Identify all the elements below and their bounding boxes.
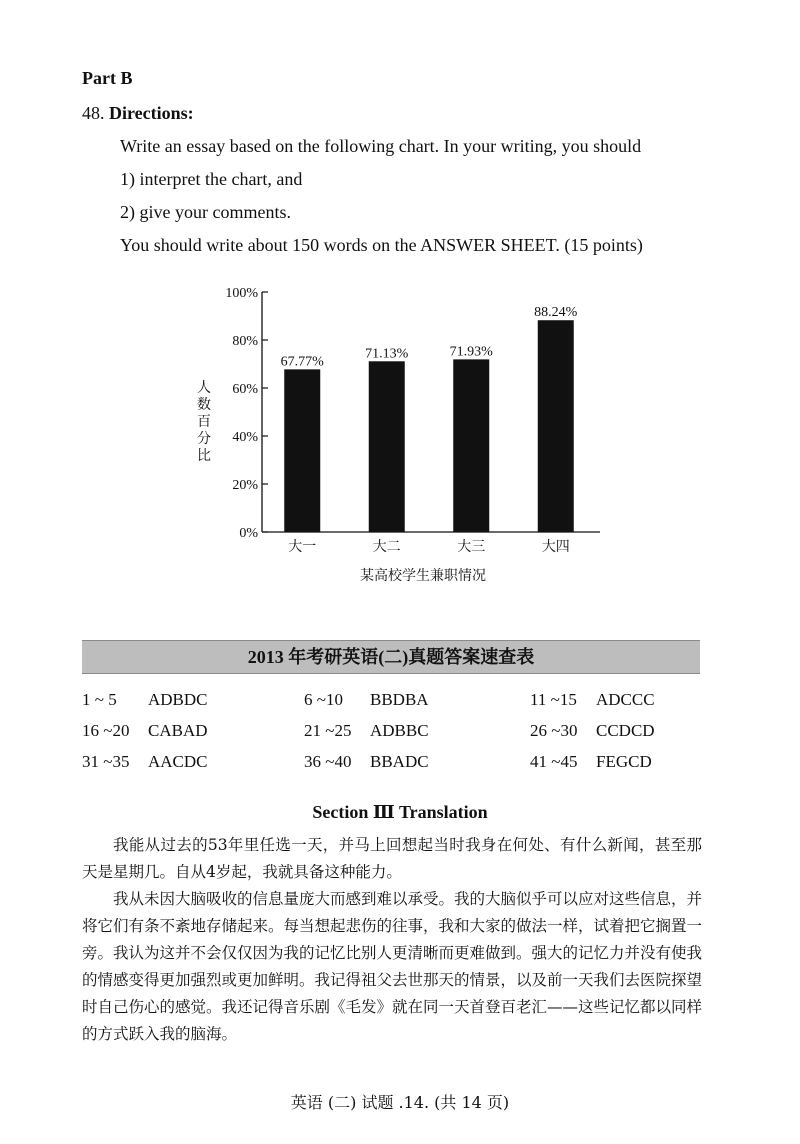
question-number: 48. (82, 103, 105, 123)
y-tick-label: 60% (232, 382, 258, 397)
answer-letters: FEGCD (596, 752, 652, 771)
y-axis-label-char: 人 (197, 380, 211, 396)
answer-range: 1 ~ 5 (82, 690, 117, 709)
answer-letters: CABAD (148, 721, 208, 740)
bar-value-label: 67.77% (280, 354, 324, 370)
bar (453, 359, 489, 532)
answer-letters: BBDBA (370, 690, 429, 709)
answer-range: 16 ~20 (82, 721, 130, 740)
answer-letters: ADBDC (148, 690, 208, 709)
bar-value-label: 71.13% (365, 346, 409, 362)
x-category-label: 大三 (457, 539, 486, 555)
answer-row (82, 721, 702, 752)
directions-line-4: You should write about 150 words on the ANSWER SHEET. (15 points) (120, 235, 643, 255)
translation-paragraph-1: 我能从过去的53年里任选一天，并马上回想起当时我身在何处、有什么新闻，甚至那天是星期几。自从4岁起，我就具备这种能力。 (82, 836, 702, 881)
translation-paragraph-2: 我从未因大脑吸收的信息量庞大而感到难以承受。我的大脑似乎可以应对这些信息，并将它们有条不紊地存储起来。每当想起悲伤的往事，我和大家的做法一样，试着把它搁置一旁。我认为这并不会仅仅因为我的记忆比别人更清晰而更难做到。强大的记忆力并没有使我的情感变得更加强烈或更加鲜明。我记得祖父去世那天的情景，以及前一天我们去医院探望时自己伤心的感觉。我还记得音乐剧《毛发》就在同一天首登百老汇——这些记忆都以同样的方式跃入我的脑海。 (82, 890, 703, 1043)
x-category-label: 大四 (541, 539, 570, 555)
answer-letters: CCDCD (596, 721, 655, 740)
answer-row (82, 752, 702, 783)
y-tick-label: 20% (232, 478, 258, 493)
y-axis-label-char: 百 (197, 414, 211, 430)
translation-text (82, 832, 702, 1048)
y-axis-label-char: 分 (197, 431, 211, 447)
bar-value-label: 88.24% (534, 305, 578, 321)
bar-value-label: 71.93% (449, 344, 493, 360)
answer-range: 26 ~30 (530, 721, 578, 740)
directions-heading (82, 103, 194, 124)
section-title: Section Ⅲ Translation (312, 802, 488, 822)
answer-key-banner: 2013 年考研英语(二)真题答案速查表 (82, 640, 700, 674)
directions-label: Directions: (109, 103, 194, 123)
answer-letters: ADCCC (596, 690, 655, 709)
directions-line-3: 2) give your comments. (120, 202, 291, 222)
chart-caption: 某高校学生兼职情况 (360, 568, 486, 584)
directions-line-1: Write an essay based on the following chart. In your writing, you should (120, 136, 642, 156)
answer-letters: BBADC (370, 752, 429, 771)
y-axis-label-char: 数 (197, 397, 211, 413)
bar (284, 369, 320, 532)
answer-range: 21 ~25 (304, 721, 352, 740)
answer-range: 6 ~10 (304, 690, 343, 709)
answer-letters: AACDC (148, 752, 208, 771)
answer-range: 41 ~45 (530, 752, 578, 771)
y-axis-label-char: 比 (197, 448, 211, 464)
directions-line-2: 1) interpret the chart, and (120, 169, 303, 189)
x-category-label: 大一 (288, 539, 317, 555)
answer-key-grid (82, 690, 702, 783)
x-category-label: 大二 (372, 539, 401, 555)
page-footer: 英语 (二) 试题 .14. (共 14 页) (290, 1093, 510, 1112)
bar (538, 320, 574, 532)
answer-letters: ADBBC (370, 721, 429, 740)
answer-range: 11 ~15 (530, 690, 577, 709)
y-tick-label: 80% (232, 334, 258, 349)
answer-range: 31 ~35 (82, 752, 130, 771)
y-tick-label: 100% (225, 286, 258, 301)
answer-row (82, 690, 702, 721)
answer-range: 36 ~40 (304, 752, 352, 771)
y-tick-label: 40% (232, 430, 258, 445)
bar-chart (190, 280, 630, 600)
bar (369, 361, 405, 532)
y-tick-label: 0% (239, 526, 258, 541)
part-heading: Part B (82, 68, 133, 88)
